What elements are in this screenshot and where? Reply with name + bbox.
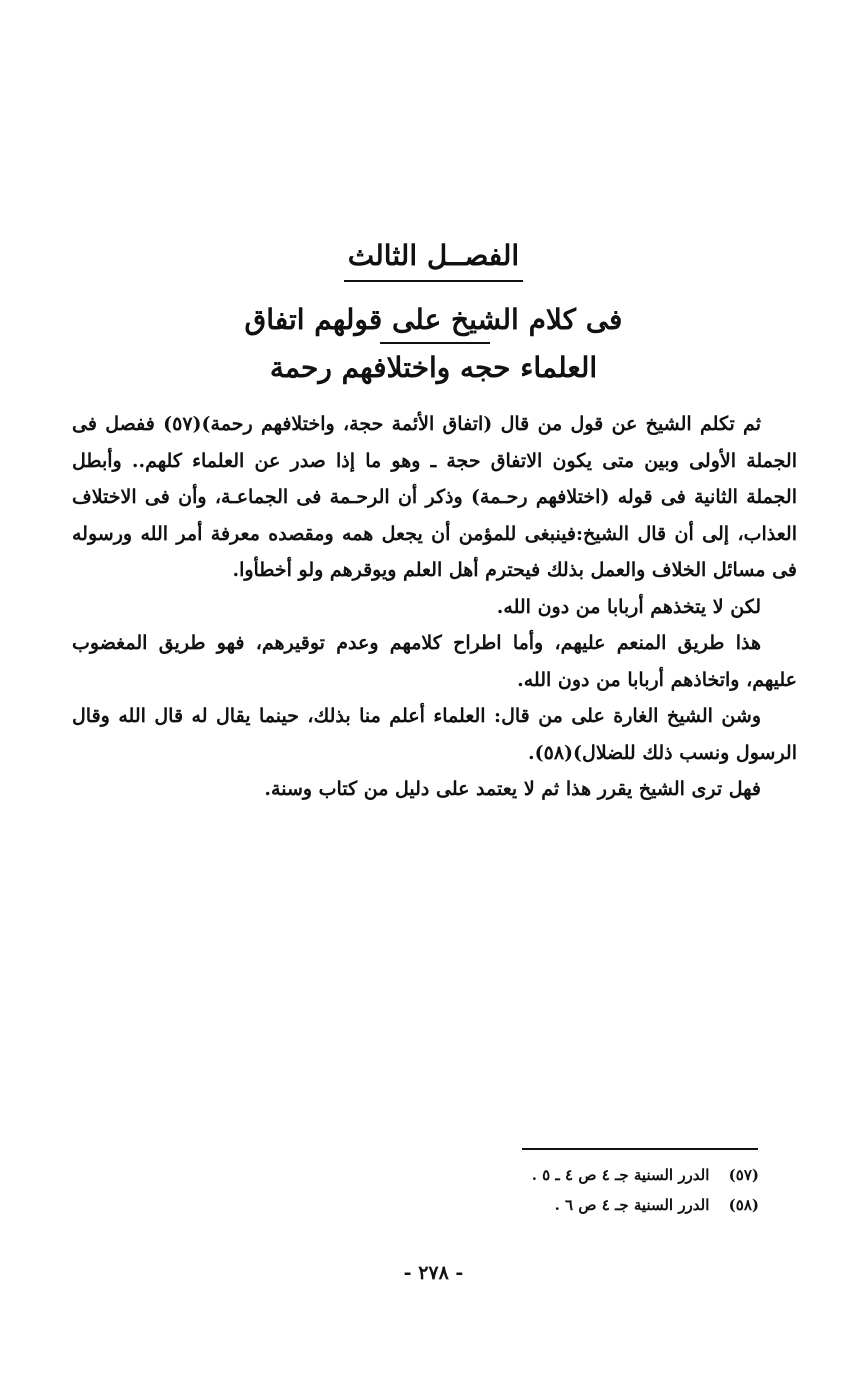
footnote-separator (522, 1148, 758, 1150)
chapter-title (0, 236, 867, 282)
paragraph: ثم تكلم الشيخ عن قول من قال (اتفاق الأئمة حجة، واختلافهم رحمة)(٥٧) ففصل فى الجملة الأولى وبين متى يكون الاتفاق حجة ـ وهو ما إذا صدر عن العلماء كلهم.. وأبطل الجملة الثانية فى قوله (اختلافهم رحـمة) وذكر أن الرحـمة فى الجماعـة، وأن فى الاختلاف العذاب، إلى أن قال الشيخ:فينبغى للمؤمن أن يجعل همه ومقصده معرفة أمر الله ورسوله فى مسائل الخلاف والعمل بذلك فيحترم أهل العلم ويوقرهم ولو أخطأوا. (72, 413, 797, 581)
subtitle-underline (380, 342, 490, 344)
section-subtitle-line-1: فى كلام الشيخ على قولهم اتفاق (244, 303, 623, 336)
page-number: - ٢٧٨ - (403, 1262, 464, 1284)
paragraph: وشن الشيخ الغارة على من قال: العلماء أعلم منا بذلك، حينما يقال له قال الله وقال الرسول ونسب ذلك للضلال)(٥٨). (72, 705, 797, 764)
body-text (72, 406, 797, 808)
footnotes (532, 1160, 759, 1220)
footnote-number: (٥٨) (728, 1196, 759, 1214)
section-subtitle-line-2: العلماء حجه واختلافهم رحمة (269, 351, 598, 384)
footnote-number: (٥٧) (728, 1166, 759, 1184)
chapter-title-text: الفصــل الثالث (344, 236, 523, 282)
paragraph: لكن لا يتخذهم أربابا من دون الله. (496, 595, 761, 618)
footnote-text: الدرر السنية جـ ٤ ص ٦ . (554, 1196, 710, 1214)
paragraph: هذا طريق المنعم عليهم، وأما اطراح كلامهم وعدم توقيرهم، فهو طريق المغضوب عليهم، واتخاذهم أربابا من دون الله. (72, 632, 797, 691)
footnote (532, 1160, 759, 1190)
footnote-text: الدرر السنية جـ ٤ ص ٤ ـ ٥ . (531, 1166, 710, 1184)
footnote (532, 1190, 759, 1220)
paragraph: فهل ترى الشيخ يقرر هذا ثم لا يعتمد على دليل من كتاب وسنة. (264, 778, 761, 800)
